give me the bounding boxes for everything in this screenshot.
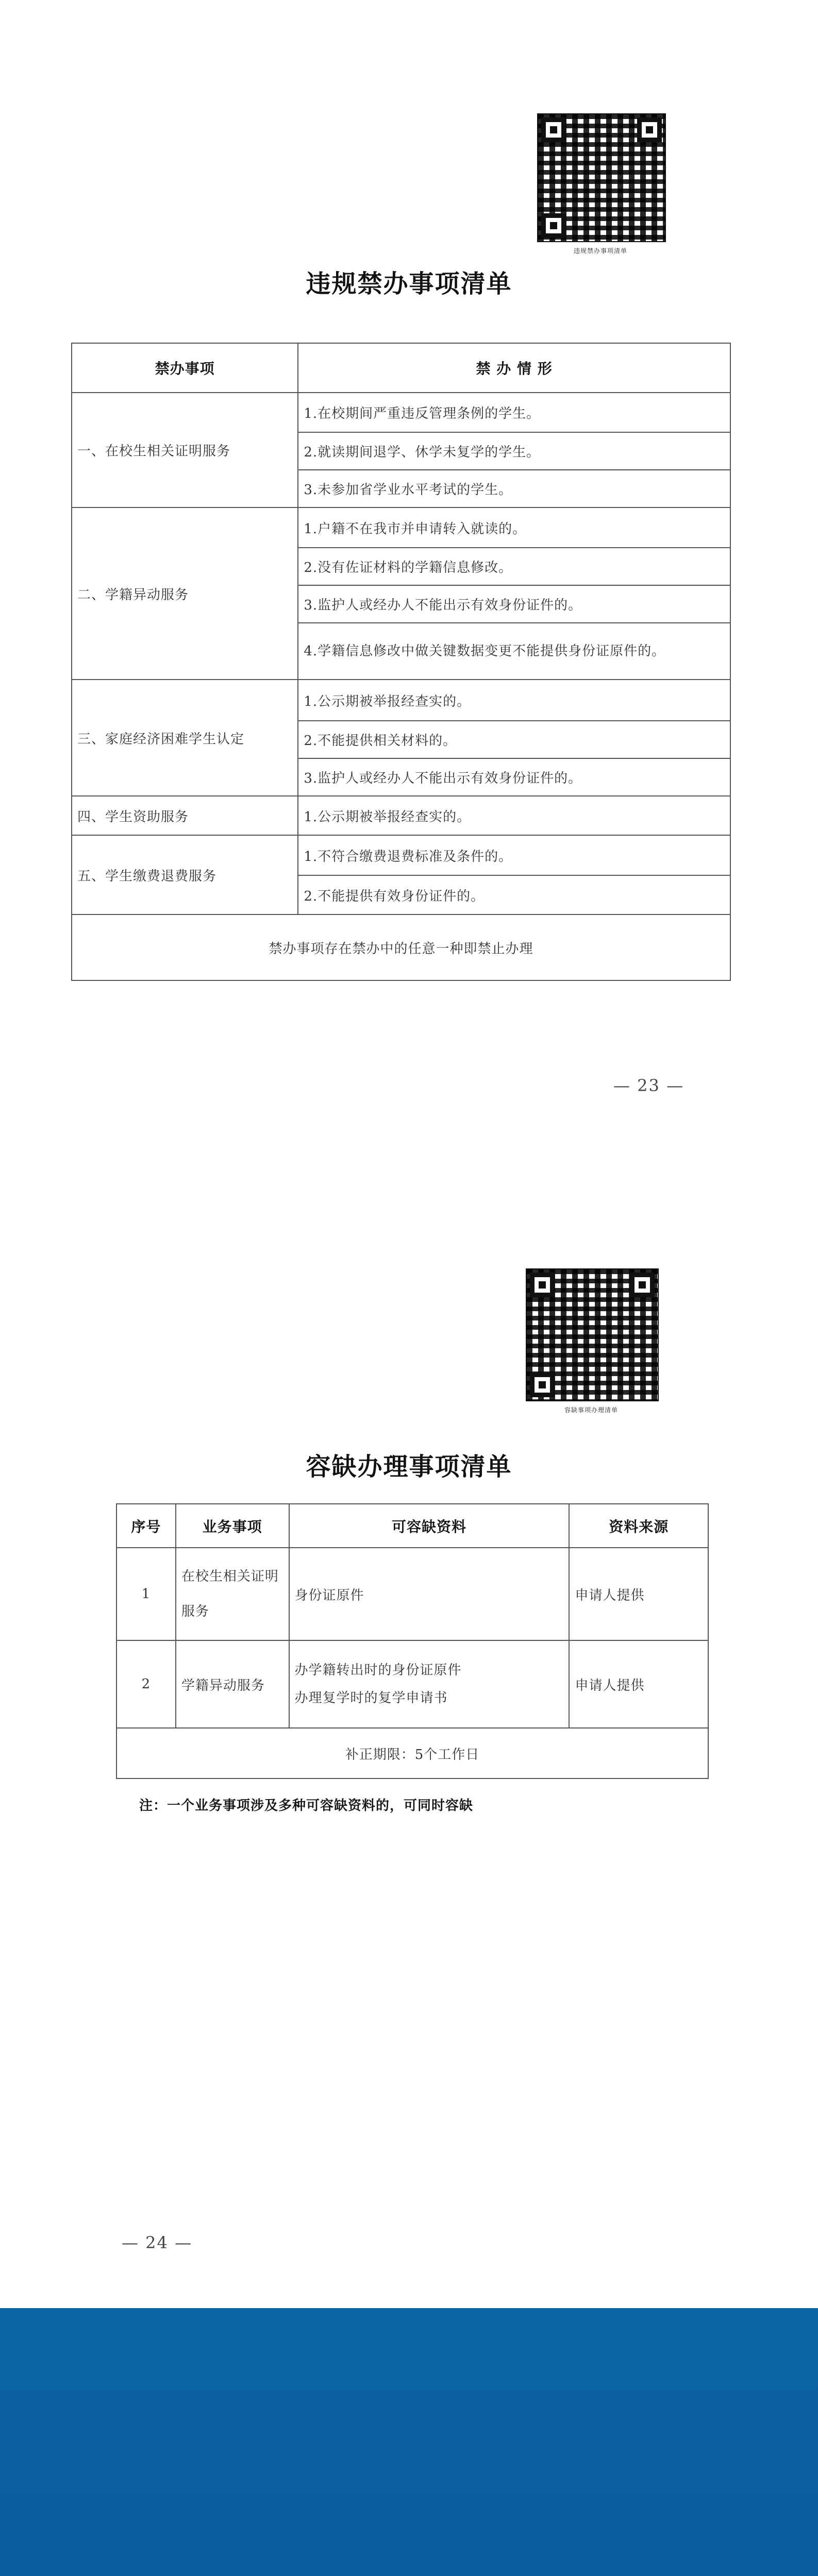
- material-line: 办学籍转出时的身份证原件: [294, 1663, 462, 1678]
- case-cell: 1.不符合缴费退费标准及条件的。: [298, 835, 730, 875]
- row-number: 2: [116, 1640, 176, 1728]
- case-cell: 2.没有佐证材料的学籍信息修改。: [298, 548, 730, 585]
- qr-caption: 违规禁办事项清单: [573, 247, 627, 255]
- table-footer-note: 补正期限：5个工作日: [116, 1728, 708, 1778]
- case-cell: 4.学籍信息修改中做关键数据变更不能提供身份证原件的。: [298, 623, 730, 680]
- material-cell: [289, 1640, 570, 1728]
- case-cell: 1.户籍不在我市并申请转入就读的。: [298, 507, 730, 548]
- page-number: — 24 —: [122, 2233, 193, 2252]
- page-24: [0, 1154, 818, 2308]
- source-cell: 申请人提供: [569, 1548, 708, 1640]
- category-cell: 五、学生缴费退费服务: [72, 835, 298, 914]
- category-cell: 三、家庭经济困难学生认定: [72, 680, 298, 796]
- case-cell: 3.监护人或经办人不能出示有效身份证件的。: [298, 585, 730, 623]
- category-cell: 一、在校生相关证明服务: [72, 393, 298, 507]
- table-footer-note: 禁办事项存在禁办中的任意一种即禁止办理: [72, 914, 730, 980]
- case-cell: 3.未参加省学业水平考试的学生。: [298, 470, 730, 507]
- table-header: 可容缺资料: [289, 1504, 570, 1548]
- business-item: 在校生相关证明服务: [176, 1548, 289, 1640]
- page-title: 违规禁办事项清单: [306, 269, 512, 298]
- business-item: 学籍异动服务: [176, 1640, 289, 1728]
- page-23: [0, 0, 818, 1154]
- category-cell: 二、学籍异动服务: [72, 507, 298, 680]
- qr-caption: 容缺事项办理清单: [564, 1406, 618, 1414]
- case-cell: 1.在校期间严重违反管理条例的学生。: [298, 393, 730, 432]
- case-cell: 2.不能提供相关材料的。: [298, 721, 730, 758]
- case-cell: 1.公示期被举报经查实的。: [298, 796, 730, 835]
- table-header: 业务事项: [176, 1504, 289, 1548]
- qr-code-icon: [537, 113, 666, 242]
- case-cell: 3.监护人或经办人不能出示有效身份证件的。: [298, 758, 730, 796]
- qr-code-icon: [526, 1268, 659, 1401]
- table-header: 禁办事项: [72, 343, 298, 393]
- material-cell: 身份证原件: [289, 1548, 570, 1640]
- table-header: 序号: [116, 1504, 176, 1548]
- case-cell: 1.公示期被举报经查实的。: [298, 680, 730, 721]
- table-header: 资料来源: [569, 1504, 708, 1548]
- material-line: 办理复学时的复学申请书: [294, 1690, 448, 1706]
- page-title: 容缺办理事项清单: [306, 1452, 512, 1481]
- footnote: 注：一个业务事项涉及多种可容缺资料的，可同时容缺: [139, 1798, 474, 1814]
- source-cell: 申请人提供: [569, 1640, 708, 1728]
- tolerated-items-table: [116, 1503, 709, 1779]
- table-header: 禁 办 情 形: [298, 343, 730, 393]
- page-number: — 23 —: [613, 1076, 685, 1095]
- back-cover: [0, 2308, 818, 2576]
- case-cell: 2.不能提供有效身份证件的。: [298, 875, 730, 914]
- category-cell: 四、学生资助服务: [72, 796, 298, 835]
- row-number: 1: [116, 1548, 176, 1640]
- case-cell: 2.就读期间退学、休学未复学的学生。: [298, 432, 730, 470]
- prohibited-items-table: [71, 343, 731, 981]
